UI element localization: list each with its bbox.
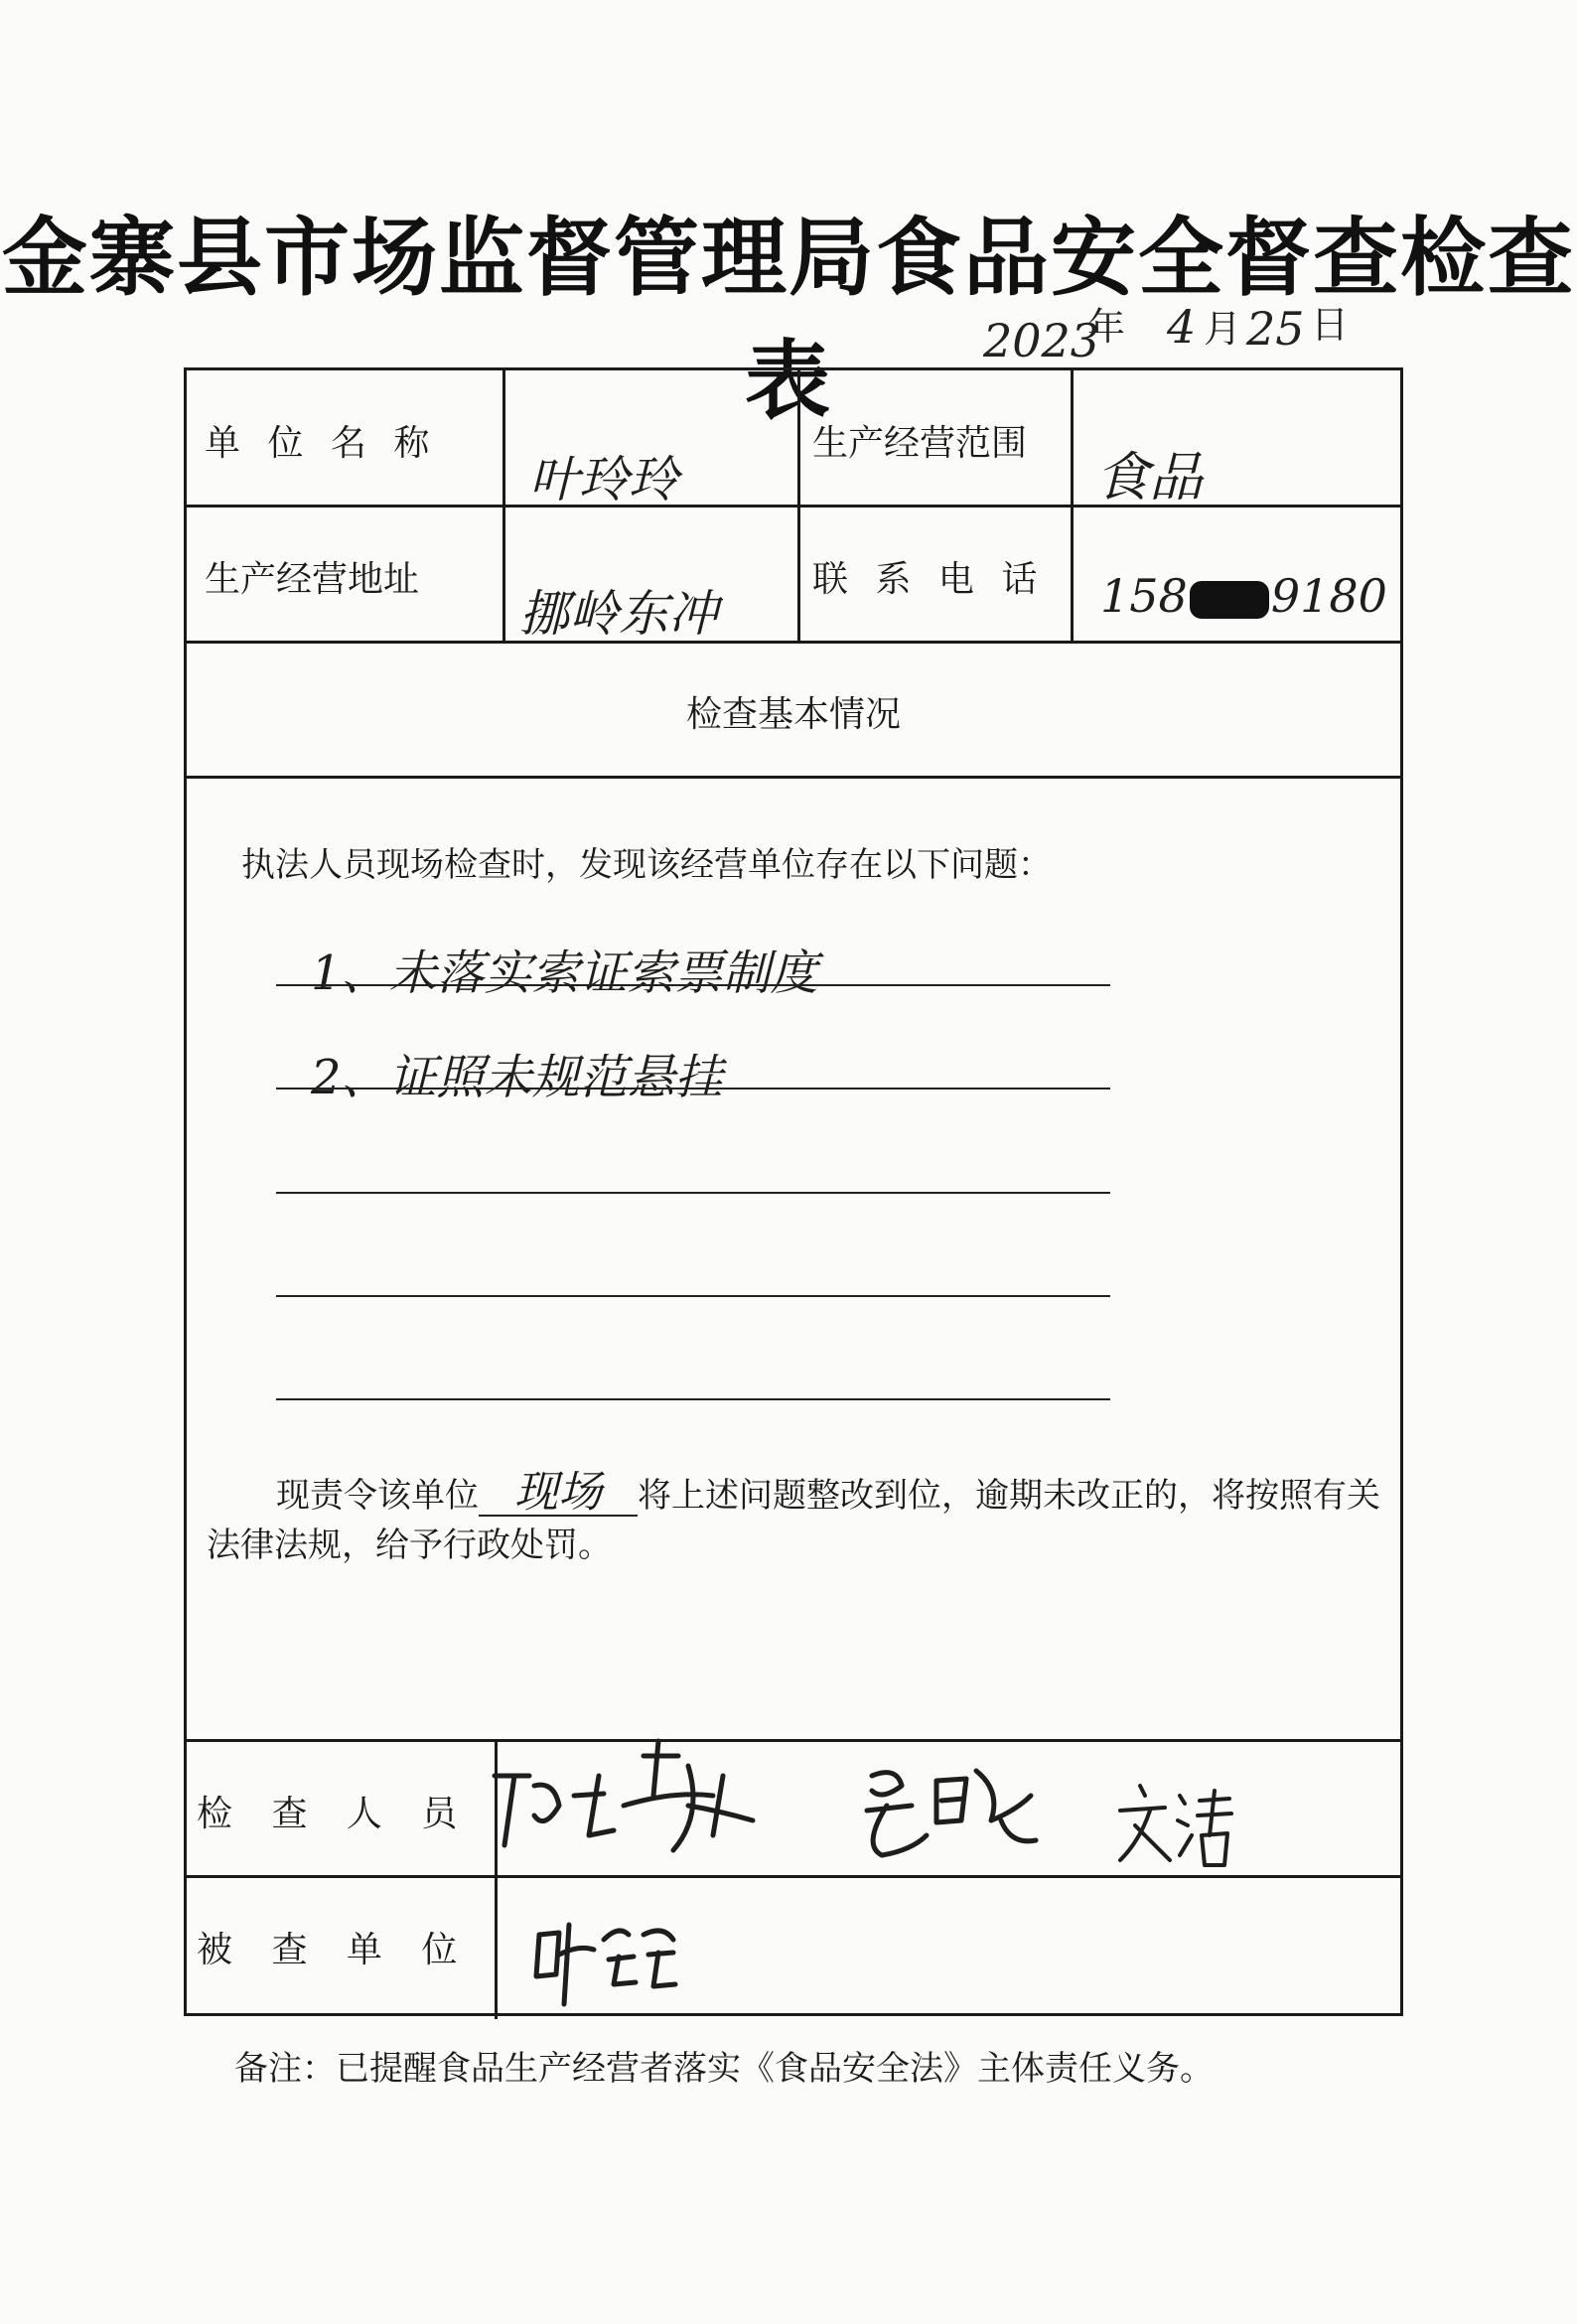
date-year: 2023 — [983, 314, 1100, 367]
scope-value: 食品 — [1095, 446, 1203, 508]
redaction-mark — [1190, 581, 1269, 619]
col-divider — [1071, 370, 1074, 641]
inspectors-label: 检 查 人 员 — [197, 1794, 472, 1834]
phone-prefix: 158 — [1100, 569, 1188, 623]
section-title: 检查基本情况 — [685, 694, 901, 735]
date-year-label: 年 — [1087, 305, 1126, 349]
issue-line — [276, 984, 1110, 986]
order-prefix: 现责令该单位 — [276, 1476, 479, 1516]
issue-line — [276, 1295, 1110, 1297]
issue-item: 1、未落实索证索票制度 — [311, 945, 818, 1001]
unit-name-label: 单 位 名 称 — [205, 423, 438, 464]
inspector-signature-2 — [852, 1751, 1051, 1870]
inspector-signature-1 — [475, 1736, 773, 1855]
address-label: 生产经营地址 — [205, 559, 420, 600]
form-title: 金寨县市场监督管理局食品安全督查检查表 — [2, 208, 1575, 431]
remark-note: 备注：已提醒食品生产经营者落实《食品安全法》主体责任义务。 — [234, 2049, 1214, 2089]
rectification-order — [207, 1467, 1388, 1570]
inspected-signature — [524, 1895, 683, 2014]
issue-line — [276, 1398, 1110, 1400]
order-deadline: 现场 — [479, 1471, 638, 1517]
issue-line — [276, 1192, 1110, 1194]
row-divider — [187, 776, 1400, 779]
date-month: 4 — [1167, 300, 1197, 354]
row-divider — [187, 1739, 1400, 1742]
unit-name-value: 叶玲玲 — [529, 451, 678, 508]
date-day-label: 日 — [1311, 303, 1350, 347]
issue-item: 2、证照未规范悬挂 — [311, 1050, 723, 1105]
issue-line — [276, 1088, 1110, 1089]
inspected-label: 被 查 单 位 — [197, 1930, 472, 1970]
form-table — [184, 367, 1403, 2016]
address-value: 挪岭东冲 — [519, 585, 718, 643]
col-divider — [502, 370, 505, 641]
phone-label: 联 系 电 话 — [812, 559, 1046, 600]
form-date — [983, 294, 1380, 373]
scope-label: 生产经营范围 — [812, 423, 1028, 464]
date-day: 25 — [1246, 302, 1305, 356]
inspector-signature-3 — [1110, 1761, 1239, 1880]
row-divider — [187, 641, 1400, 644]
phone-suffix: 9180 — [1270, 569, 1387, 623]
col-divider — [797, 370, 800, 641]
inspection-intro: 执法人员现场检查时，发现该经营单位存在以下问题： — [241, 845, 1052, 885]
row-divider — [187, 505, 1400, 508]
date-month-label: 月 — [1204, 307, 1242, 351]
phone-value — [1100, 569, 1387, 623]
order-suffix: 将上述问题整改到位，逾期未改正的，将按照有关法律法规，给予行政处罚。 — [207, 1476, 1380, 1565]
